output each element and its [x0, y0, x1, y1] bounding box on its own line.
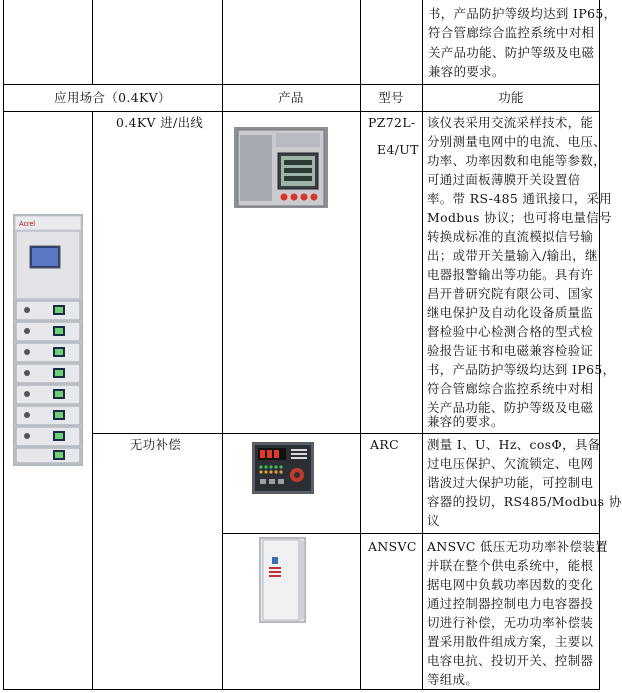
scenario-label: 无功补偿	[130, 437, 182, 452]
function-line: 据电网中负载功率因数的变化	[427, 577, 594, 592]
function-line: 符合管廊综合监控系统中对相	[427, 381, 594, 396]
top-function-line: 书，产品防护等级均达到 IP65，	[428, 6, 617, 21]
function-line: 兼容的要求。	[427, 414, 504, 429]
function-line: 率。带 RS-485 通讯接口，采用	[427, 191, 613, 206]
arc-controller-image	[251, 441, 315, 495]
function-line: 测量 I、U、Hz、cosΦ，具备	[427, 437, 601, 452]
model-line: ANSVC	[368, 539, 417, 554]
function-line: 出；或带开关量输入/输出，继	[427, 248, 598, 263]
header-application: 应用场合（0.4KV）	[54, 90, 171, 105]
function-line: 议	[427, 513, 440, 528]
model-line: ARC	[370, 437, 399, 452]
function-line: 继电保护及自动化设备质量监	[427, 305, 594, 320]
function-line: 关产品功能、防护等级及电磁	[427, 400, 594, 415]
col-divider	[599, 0, 600, 690]
function-line: 该仪表采用交流采样技术，能	[427, 115, 594, 130]
top-function-line: 兼容的要求。	[428, 64, 505, 79]
function-line: 昌开普研究院有限公司、国家	[427, 286, 594, 301]
ansvc-cabinet-image	[259, 537, 306, 623]
function-line: 容器的投切，RS485/Modbus 协	[427, 494, 622, 509]
function-line: 验报告证书和电磁兼容检验证	[427, 343, 594, 358]
function-line: 通过控制器控制电力电容器投	[427, 596, 594, 611]
header-model: 型号	[378, 90, 404, 105]
model-line: PZ72L-	[368, 115, 416, 130]
function-line: 督检验中心检测合格的型式检	[427, 324, 594, 339]
header-product: 产品	[278, 90, 304, 105]
switchgear-cabinet-image	[13, 214, 83, 466]
top-function-line: 关产品功能、防护等级及电磁	[428, 45, 595, 60]
function-line: 切进行补偿，无功功率补偿装	[427, 615, 594, 630]
function-line: 分别测量电网中的电流、电压、	[427, 134, 607, 149]
function-line: 谐波过大保护功能，可控制电	[427, 475, 594, 490]
function-line: ANSVC 低压无功功率补偿装置	[427, 539, 608, 554]
col-divider	[92, 111, 93, 690]
header-function: 功能	[498, 90, 524, 105]
function-line: 并联在整个供电系统中，能根	[427, 558, 594, 573]
row-divider	[92, 433, 600, 434]
function-line: 可通过面板薄膜开关设置倍	[427, 172, 581, 187]
function-line: 电容电抗、投切开关、控制器	[427, 653, 594, 668]
row-divider	[222, 533, 600, 534]
function-line: 置采用散件组成方案，主要以	[427, 634, 594, 649]
function-line: 过电压保护、欠流锁定、电网	[427, 456, 594, 471]
function-line: 书，产品防护等级均达到 IP65，	[427, 362, 616, 377]
function-line: 转换成标准的直流模拟信号输	[427, 229, 594, 244]
function-line: Modbus 协议；也可将电量信号	[427, 210, 612, 225]
function-line: 电器报警输出等功能。具有许	[427, 267, 594, 282]
function-line: 等组成。	[427, 672, 479, 687]
col-divider	[92, 0, 93, 85]
pz72l-meter-image	[232, 125, 330, 210]
top-function-line: 符合管廊综合监控系统中对相	[428, 25, 595, 40]
cabinet-brand-label: Acrel	[19, 221, 35, 228]
function-line: 功率、功率因数和电能等参数，	[427, 153, 607, 168]
scenario-label: 0.4KV 进/出线	[116, 115, 204, 130]
model-line: E4/UT	[377, 142, 419, 157]
